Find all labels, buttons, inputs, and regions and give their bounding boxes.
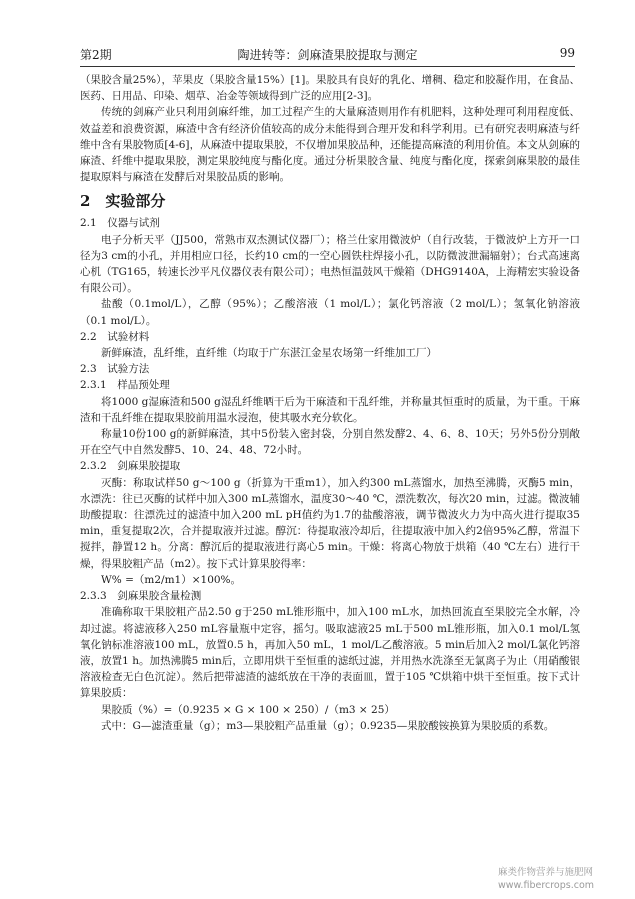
formula-pectin: 果胶质（%）=（0.9235 × G × 100 × 250）/（m3 × 25）: [101, 703, 395, 716]
header-rule: [80, 66, 575, 67]
formula-yield: W% =（m2/m1）×100%。: [101, 573, 242, 586]
watermark-line: www.fibercrops.com: [498, 880, 595, 891]
formula-legend: 式中：G—滤渣重量（g）；m3—果胶粗产品重量（g）；0.9235—果胶酸铵换算为果胶质的系数。: [101, 719, 555, 732]
page-number: 99: [559, 46, 575, 60]
subsection-heading: 2.1 仪器与试剂: [80, 217, 160, 230]
paragraph-instruments: 电子分析天平（JJ500，常熟市双杰测试仪器厂）；格兰仕家用微波炉（自行改装，于微波炉上方开一口径为3 cm的小孔，并用相应口径，长约10 cm的一空心圆铁柱焊接小孔，以防微波泄漏辐射）；台式高速离心机（TG165，转速长沙平凡仪器仪表有限公司）；电热恒温鼓风干燥箱（DHG9140A，上海精宏实验设备有限公司）。: [80, 233, 580, 295]
paragraph-extraction: 灭酶：称取试样50 g～100 g（折算为干重m1），加入约300 mL蒸馏水，加热至沸腾，灭酶5 min，水漂洗：往已灭酶的试样中加入300 mL蒸馏水，温度30～40 ℃，漂洗数次，每次20 min，过滤。微波辅助酸提取：往漂洗过的滤渣中加入200 mL pH值约为1.7的盐酸溶液，调节微波火力为中高火进行提取35 min，重复提取2次，合并提取液并过滤。醇沉：待提取液冷却后，往提取液中加入约2倍95%乙醇，常温下搅拌，静置12 h。分离：醇沉后的提取液进行离心5 min。干燥：将离心物放于烘箱（40 ℃左右）进行干燥，得果胶粗产品（m2）。按下式计算果胶得率：: [80, 476, 580, 570]
article-body: [80, 72, 580, 734]
issue-label: 第2期: [80, 48, 112, 62]
subsection-heading: 2.3 试验方法: [80, 363, 150, 376]
section-heading: 2 实验部分: [80, 192, 166, 211]
paragraph-continued: （果胶含量25%），苹果皮（果胶含量15%）[1]。果胶具有良好的乳化、增稠、稳定和胶凝作用，在食品、医药、日用品、印染、烟草、冶金等领域得到广泛的应用[2-3]。: [80, 74, 580, 103]
paragraph-reagents: 盐酸（0.1mol/L），乙醇（95%）；乙酸溶液（1 mol/L）；氯化钙溶液（2 mol/L）；氢氧化钠溶液（0.1 mol/L）。: [80, 298, 580, 327]
paragraph-intro: 传统的剑麻产业只利用剑麻纤维，加工过程产生的大量麻渣则用作有机肥料，这种处理可利用程度低、效益差和浪费资源，麻渣中含有经济价值较高的成分未能得到合理开发和科学利用。已有研究表明麻渣与纤维中含有果胶物质[4-6]，从麻渣中提取果胶，不仅增加果胶品种，还能提高麻渣的利用价值。本文从剑麻的麻渣、纤维中提取果胶，测定果胶纯度与酯化度。通过分析果胶含量、纯度与酯化度，探索剑麻果胶的最佳提取原料与麻渣在发酵后对果胶品质的影响。: [80, 106, 580, 184]
subsection-heading: 2.2 试验材料: [80, 330, 150, 343]
running-header: [80, 46, 575, 66]
paragraph-fermentation: 称量10份100 g的新鲜麻渣，其中5份装入密封袋，分别自然发酵2、4、6、8、10天；另外5份分别敞开在空气中自然发酵5、10、24、48、72小时。: [80, 428, 580, 457]
paragraph-content-test: 准确称取干果胶粗产品2.50 g于250 mL锥形瓶中，加入100 mL水，加热回流直至果胶完全水解，冷却过滤。将滤液移入250 mL容量瓶中定容，摇匀。吸取滤液25 mL于500 mL锥形瓶，加入0.1 mol/L氢氧化钠标准溶液100 mL，放置0.5 h，再加入50 mL，1 mol/L乙酸溶液。5 min后加入2 mol/L氯化钙溶液，放置1 h。加热沸腾5 min后，立即用烘干至恒重的滤纸过滤，并用热水洗涤至无氯离子为止（用硝酸银溶液检查无白色沉淀）。然后把带滤渣的滤纸放在干净的表面皿，置于105 ℃烘箱中烘干至恒重。按下式计算果胶质：: [80, 606, 580, 700]
paragraph-pretreatment: 将1000 g湿麻渣和500 g湿乱纤维晒干后为干麻渣和干乱纤维，并称量其恒重时的质量，为干重。干麻渣和干乱纤维在提取果胶前用温水浸泡，使其吸水充分软化。: [80, 395, 580, 424]
watermark: [498, 866, 594, 892]
subsubsection-heading: 2.3.3 剑麻果胶含量检测: [80, 590, 202, 603]
subsubsection-heading: 2.3.1 样品预处理: [80, 379, 170, 392]
subsubsection-heading: 2.3.2 剑麻果胶提取: [80, 460, 181, 473]
watermark-line: 麻类作物营养与施肥网: [498, 867, 594, 878]
running-title: 陶进转等：剑麻渣果胶提取与测定: [237, 48, 418, 62]
paragraph-materials: 新鲜麻渣，乱纤维，直纤维（均取于广东湛江金星农场第一纤维加工厂）: [101, 347, 437, 360]
